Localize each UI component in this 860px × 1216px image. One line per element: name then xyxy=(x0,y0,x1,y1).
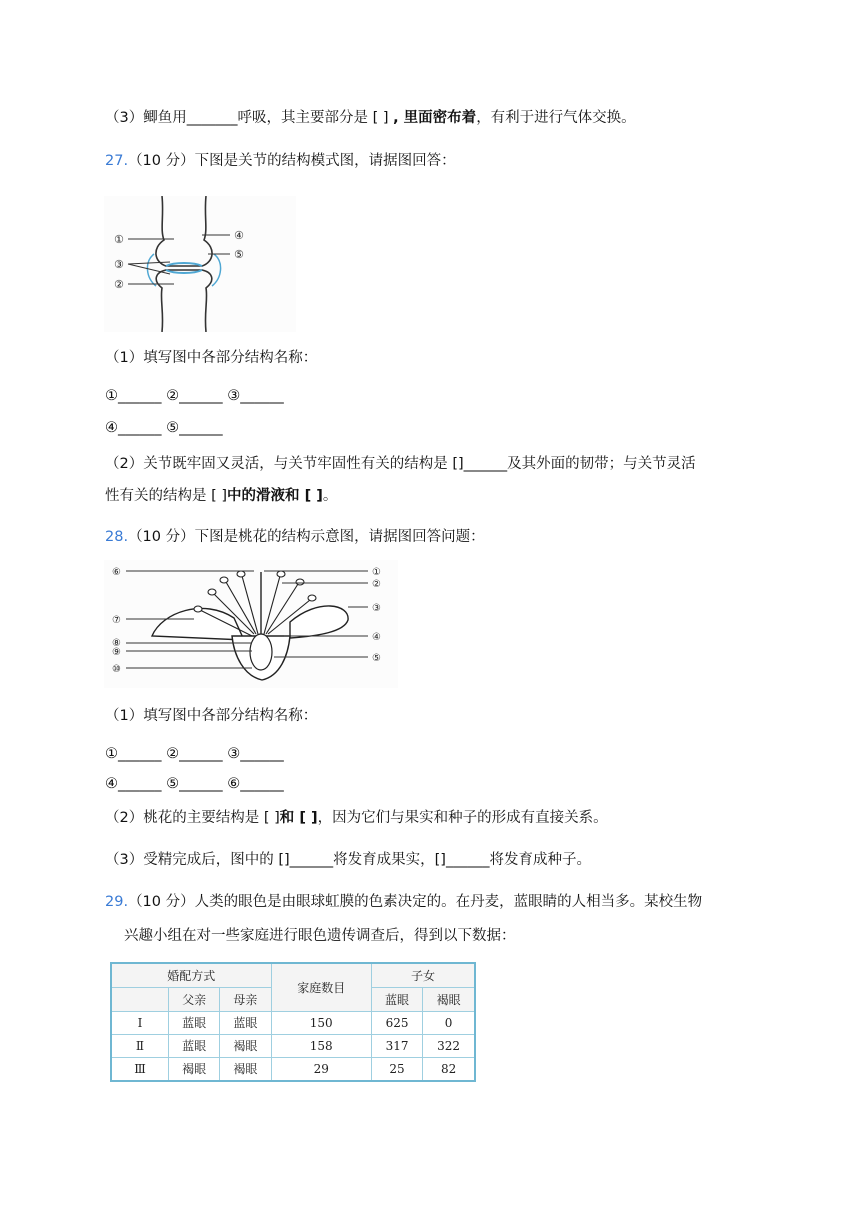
joint-label: ④ xyxy=(234,229,244,242)
q27-blanks-row2[interactable]: ④______ ⑤______ xyxy=(105,420,223,436)
q28-blanks-row1[interactable]: ①______ ②______ ③______ xyxy=(105,746,284,762)
question-number: 27. xyxy=(105,153,129,169)
flower-label: ④ xyxy=(372,632,381,643)
table-row xyxy=(111,1034,475,1057)
table-cell: 322 xyxy=(423,1034,475,1057)
q26-sub3-bold: , 里面密布着 xyxy=(393,110,477,126)
table-header-marriage: 婚配方式 xyxy=(111,963,271,987)
q28-sub1: （1）填写图中各部分结构名称： xyxy=(105,708,318,724)
q27-sub1: （1）填写图中各部分结构名称： xyxy=(105,350,318,366)
joint-figure xyxy=(104,196,296,332)
q28-sub2-text: （2）桃花的主要结构是 [ ] xyxy=(105,810,280,826)
table-header-children: 子女 xyxy=(371,963,475,987)
table-row xyxy=(111,1011,475,1034)
flower-label: ⑦ xyxy=(112,615,121,626)
q27-sub2-end: 。 xyxy=(322,488,338,504)
question-number: 28. xyxy=(105,529,129,545)
table-cell: 158 xyxy=(271,1034,371,1057)
table-cell: 317 xyxy=(371,1034,422,1057)
q29-header xyxy=(105,892,702,912)
q28-blanks-row2[interactable]: ④______ ⑤______ ⑥______ xyxy=(105,776,284,792)
table-cell: 蓝眼 xyxy=(169,1034,220,1057)
q27-blanks-row1[interactable]: ①______ ②______ ③______ xyxy=(105,388,284,404)
q26-sub3-text: （3）鲫鱼用 xyxy=(105,110,187,126)
q26-sub3-text2: 呼吸，其主要部分是 [ ] xyxy=(237,110,394,126)
table-row xyxy=(111,1057,475,1081)
q27-sub2-line1: （2）关节既牢固又灵活，与关节牢固性有关的结构是 []______及其外面的韧带；与关节灵活 xyxy=(105,456,696,472)
table-cell: I xyxy=(111,1011,169,1034)
flower-label: ⑥ xyxy=(112,567,121,578)
flower-label: ⑩ xyxy=(112,664,121,675)
q28-sub3[interactable]: （3）受精完成后，图中的 []______将发育成果实，[]______将发育成种子。 xyxy=(105,852,591,868)
q28-sub2-text2: ，因为它们与果实和种子的形成有直接关系。 xyxy=(317,810,608,826)
q27-header xyxy=(105,151,456,171)
q28-sub2 xyxy=(105,808,608,828)
flower-label: ⑨ xyxy=(112,647,121,658)
q29-header-line2: 兴趣小组在对一些家庭进行眼色遗传调查后，得到以下数据： xyxy=(124,928,516,944)
question-number: 29. xyxy=(105,894,129,910)
table-cell: 150 xyxy=(271,1011,371,1034)
flower-label: ① xyxy=(372,567,381,578)
question-text: （10 分）下图是桃花的结构示意图，请据图回答问题： xyxy=(128,529,485,545)
joint-label: ③ xyxy=(114,258,124,271)
table-cell: 褐眼 xyxy=(169,1057,220,1081)
q27-sub2-text: 性有关的结构是 [ ] xyxy=(105,488,228,504)
table-header-families: 家庭数目 xyxy=(271,963,371,1011)
peach-flower-figure xyxy=(104,560,398,688)
q28-sub2-bold: 和 [ ] xyxy=(279,810,318,826)
table-cell: Ⅱ xyxy=(111,1034,169,1057)
q26-sub3 xyxy=(105,108,636,128)
q26-sub3-text3: ，有利于进行气体交换。 xyxy=(476,110,636,126)
table-header-blank xyxy=(111,987,169,1011)
q27-sub2-line2 xyxy=(105,486,337,506)
joint-label: ⑤ xyxy=(234,248,244,261)
joint-label: ② xyxy=(114,278,124,291)
table-cell: 蓝眼 xyxy=(169,1011,220,1034)
eye-color-table xyxy=(110,962,476,1082)
table-cell: 蓝眼 xyxy=(220,1011,271,1034)
table-cell: Ⅲ xyxy=(111,1057,169,1081)
table-cell: 29 xyxy=(271,1057,371,1081)
flower-label: ② xyxy=(372,579,381,590)
table-cell: 0 xyxy=(423,1011,475,1034)
q27-sub2-bold: 中的滑液和 [ ] xyxy=(227,488,323,504)
flower-label: ⑧ xyxy=(112,638,121,649)
table-cell: 625 xyxy=(371,1011,422,1034)
q28-header xyxy=(105,527,485,547)
flower-label: ⑤ xyxy=(372,653,381,664)
table-cell: 褐眼 xyxy=(220,1034,271,1057)
q26-sub3-blank[interactable]: _______ xyxy=(186,110,238,126)
question-text: （10 分）下图是关节的结构模式图，请据图回答： xyxy=(128,153,456,169)
table-cell: 褐眼 xyxy=(220,1057,271,1081)
table-header-brown: 褐眼 xyxy=(423,987,475,1011)
joint-label: ① xyxy=(114,233,124,246)
table-header-mother: 母亲 xyxy=(220,987,271,1011)
table-cell: 25 xyxy=(371,1057,422,1081)
table-header-father: 父亲 xyxy=(169,987,220,1011)
table-header-blue: 蓝眼 xyxy=(371,987,422,1011)
table-cell: 82 xyxy=(423,1057,475,1081)
question-text: （10 分）人类的眼色是由眼球虹膜的色素决定的。在丹麦，蓝眼睛的人相当多。某校生物 xyxy=(128,894,703,910)
flower-label: ③ xyxy=(372,603,381,614)
